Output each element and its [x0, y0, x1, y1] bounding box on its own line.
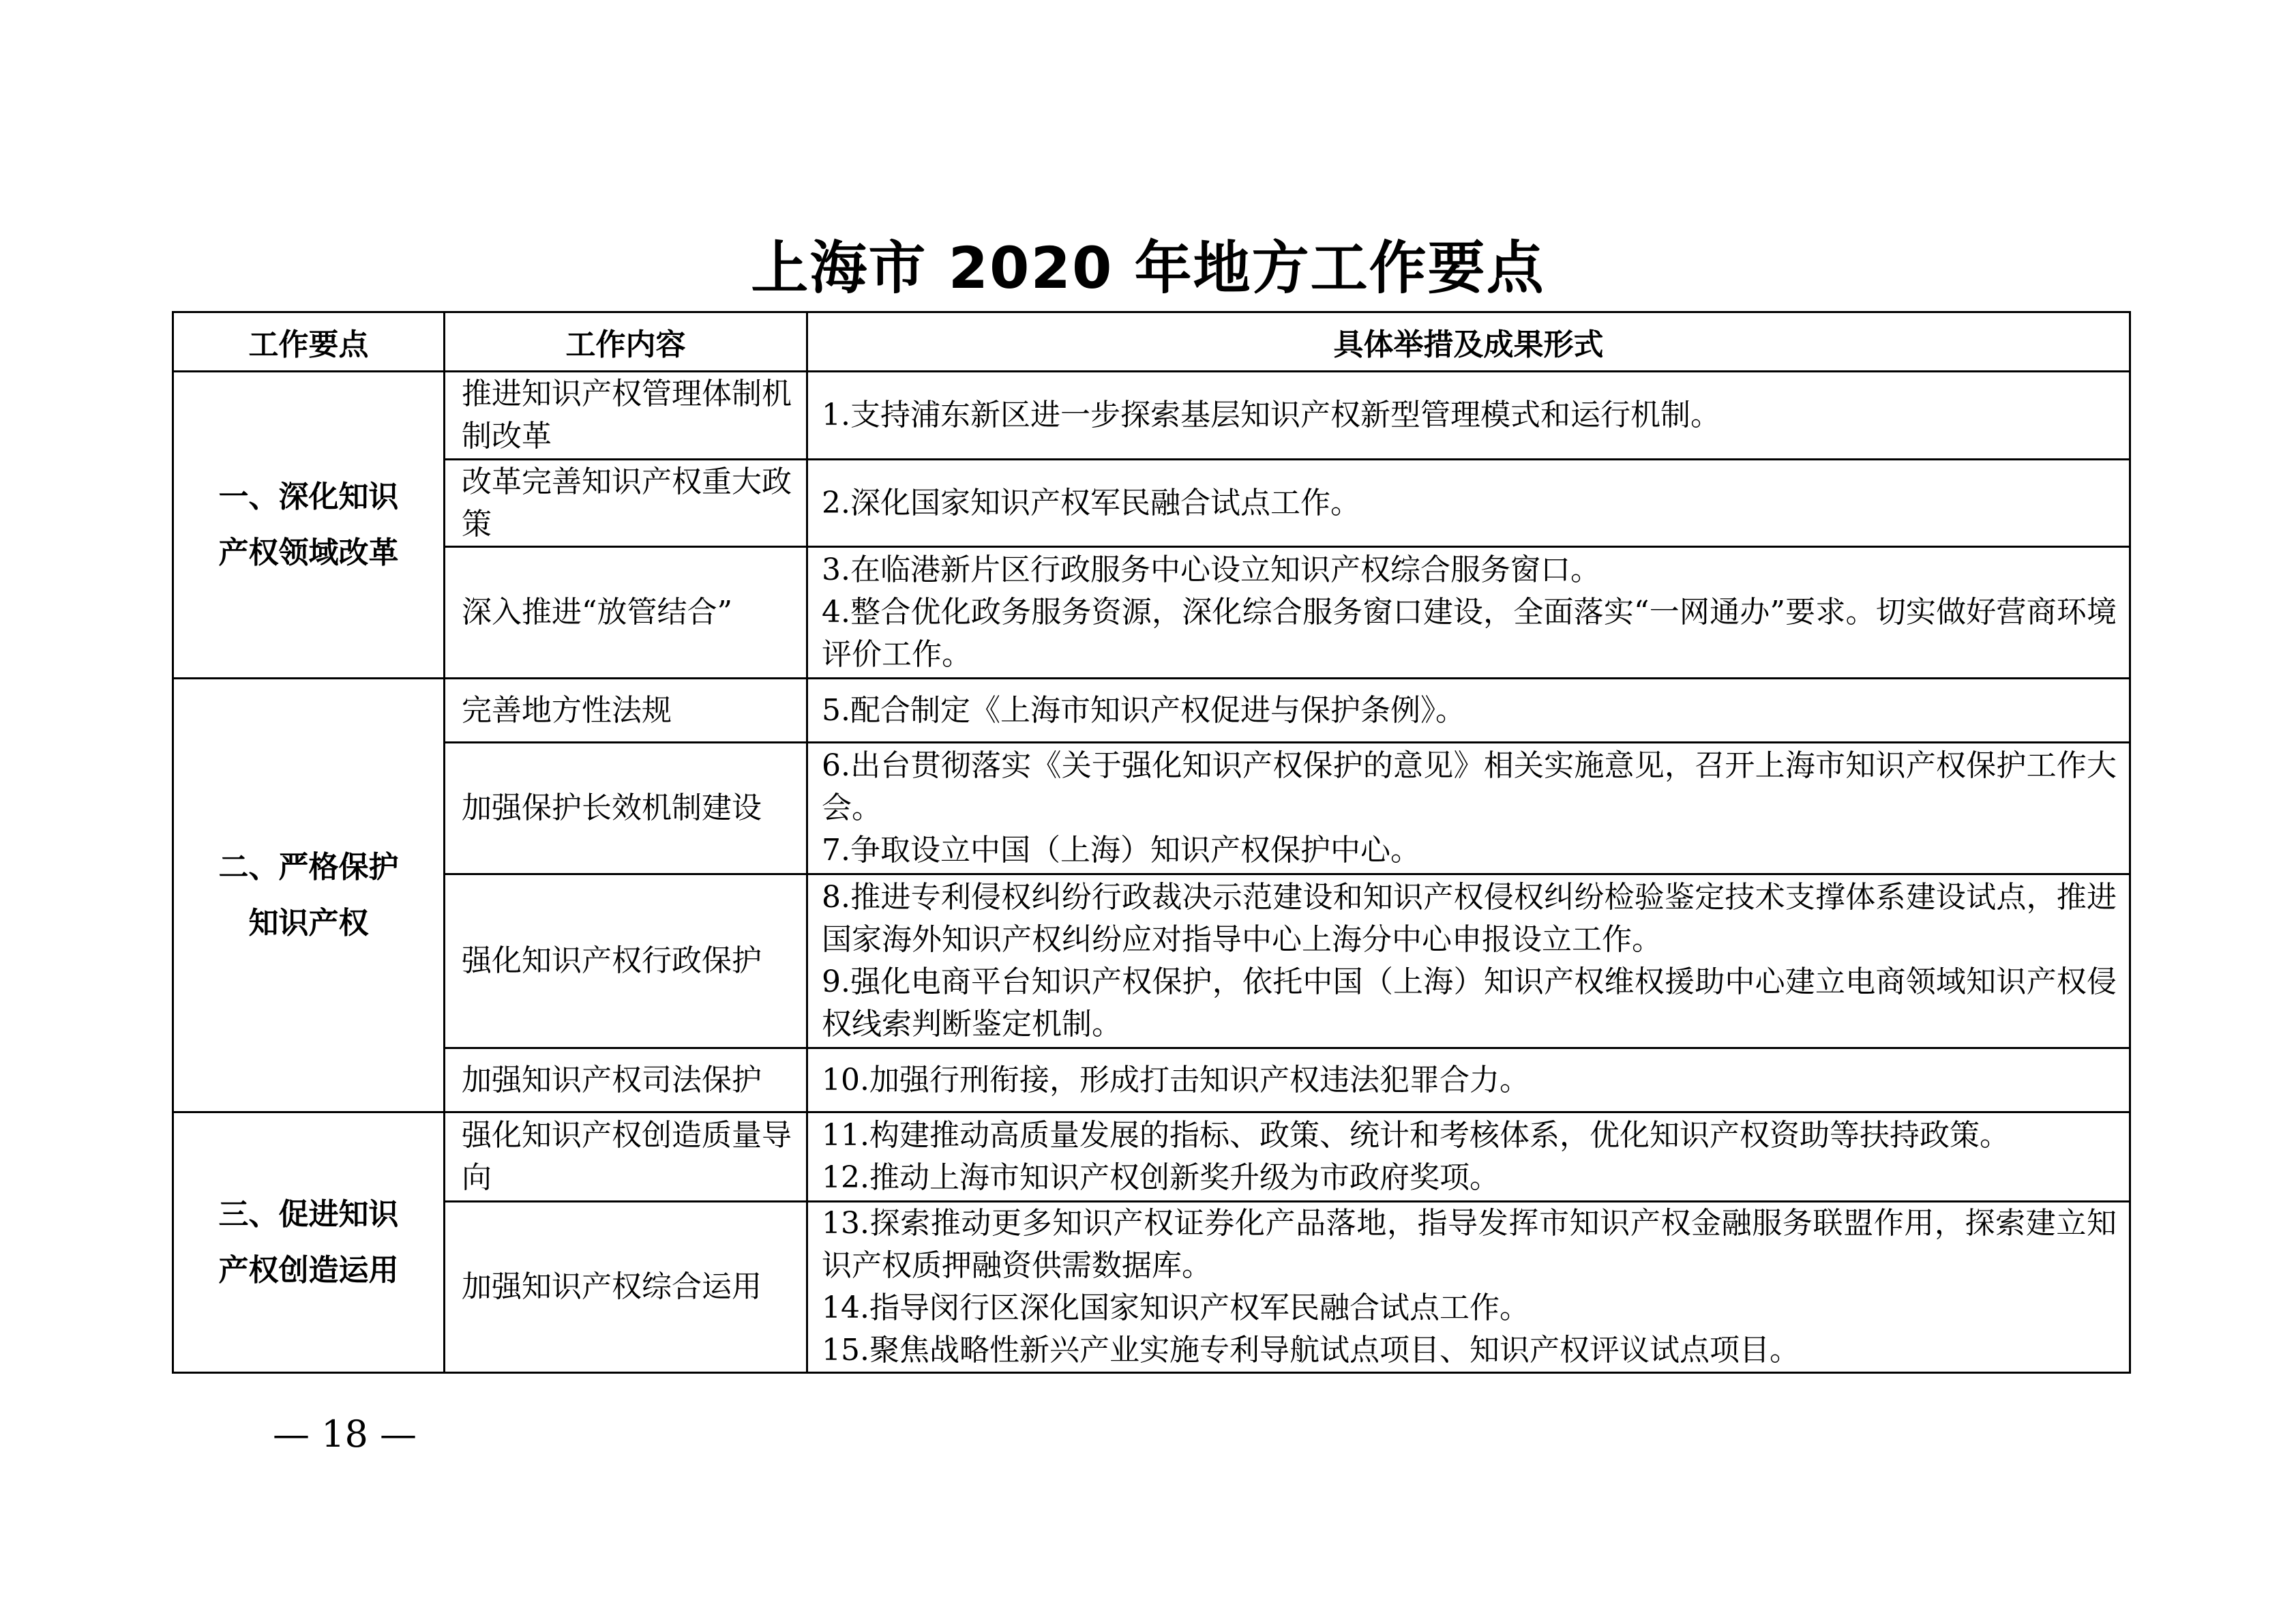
- table-row: [173, 460, 2130, 547]
- work-content-cell: 加强知识产权综合运用: [445, 1202, 807, 1373]
- work-content-cell: 强化知识产权行政保护: [445, 874, 807, 1048]
- measure-item: 8.推进专利侵权纠纷行政裁决示范建设和知识产权侵权纠纷检验鉴定技术支撑体系建设试点，推进国家海外知识产权纠纷应对指导中心上海分中心申报设立工作。: [822, 880, 2117, 957]
- measures-cell: [807, 372, 2130, 460]
- work-content-cell: 加强保护长效机制建设: [445, 743, 807, 874]
- measure-item: 9.强化电商平台知识产权保护，依托中国（上海）知识产权维权援助中心建立电商领域知识产权侵权线索判断鉴定机制。: [822, 964, 2117, 1042]
- work-content-cell: 加强知识产权司法保护: [445, 1048, 807, 1112]
- work-content-cell: 推进知识产权管理体制机制改革: [445, 372, 807, 460]
- work-content-cell: 完善地方性法规: [445, 679, 807, 743]
- work-content-cell: 深入推进“放管结合”: [445, 547, 807, 679]
- table-header-row: [173, 312, 2130, 372]
- measures-cell: [807, 460, 2130, 547]
- measure-item: 4.整合优化政务服务资源，深化综合服务窗口建设，全面落实“一网通办”要求。切实做好营商环境评价工作。: [822, 595, 2117, 672]
- measure-item: 2.深化国家知识产权军民融合试点工作。: [822, 485, 1360, 520]
- table-row: [173, 1202, 2130, 1373]
- measure-item: 12.推动上海市知识产权创新奖升级为市政府奖项。: [822, 1160, 1500, 1195]
- measures-cell: [807, 1048, 2130, 1112]
- measures-cell: [807, 679, 2130, 743]
- table-row: [173, 1048, 2130, 1112]
- measures-cell: [807, 1112, 2130, 1202]
- measure-item: 6.出台贯彻落实《关于强化知识产权保护的意见》相关实施意见，召开上海市知识产权保护工作大会。: [822, 748, 2117, 825]
- table-row: [173, 874, 2130, 1048]
- table-row: [173, 679, 2130, 743]
- measure-item: 5.配合制定《上海市知识产权促进与保护条例》。: [822, 692, 1465, 728]
- table-row: [173, 547, 2130, 679]
- measure-item: 11.构建推动高质量发展的指标、政策、统计和考核体系，优化知识产权资助等扶持政策。: [822, 1118, 2010, 1153]
- table-row: [173, 1112, 2130, 1202]
- document-title: 上海市 2020 年地方工作要点: [751, 235, 1545, 301]
- measure-item: 15.聚焦战略性新兴产业实施专利导航试点项目、知识产权评议试点项目。: [822, 1333, 1800, 1368]
- section-2-point: 二、严格保护知识产权: [173, 679, 445, 1112]
- work-content-cell: 改革完善知识产权重大政策: [445, 460, 807, 547]
- section-1-point: 一、深化知识产权领域改革: [173, 372, 445, 679]
- page-number: — 18 —: [273, 1413, 417, 1456]
- measures-cell: [807, 547, 2130, 679]
- measures-cell: [807, 743, 2130, 874]
- table-row: [173, 372, 2130, 460]
- header-measures: 具体举措及成果形式: [807, 312, 2130, 372]
- measure-item: 13.探索推动更多知识产权证券化产品落地，指导发挥市知识产权金融服务联盟作用，探索建立知识产权质押融资供需数据库。: [822, 1206, 2117, 1283]
- table-row: [173, 743, 2130, 874]
- measure-item: 1.支持浦东新区进一步探索基层知识产权新型管理模式和运行机制。: [822, 398, 1720, 432]
- header-work-content: 工作内容: [445, 312, 807, 372]
- measures-cell: [807, 1202, 2130, 1373]
- measure-item: 3.在临港新片区行政服务中心设立知识产权综合服务窗口。: [822, 552, 1600, 587]
- section-3-point: 三、促进知识产权创造运用: [173, 1112, 445, 1373]
- measure-item: 14.指导闵行区深化国家知识产权军民融合试点工作。: [822, 1290, 1530, 1325]
- measure-item: 10.加强行刑衔接，形成打击知识产权违法犯罪合力。: [822, 1062, 1530, 1097]
- measure-item: 7.争取设立中国（上海）知识产权保护中心。: [822, 833, 1420, 868]
- measures-cell: [807, 874, 2130, 1048]
- header-work-point: 工作要点: [173, 312, 445, 372]
- work-plan-table: [172, 311, 2131, 1374]
- work-content-cell: 强化知识产权创造质量导向: [445, 1112, 807, 1202]
